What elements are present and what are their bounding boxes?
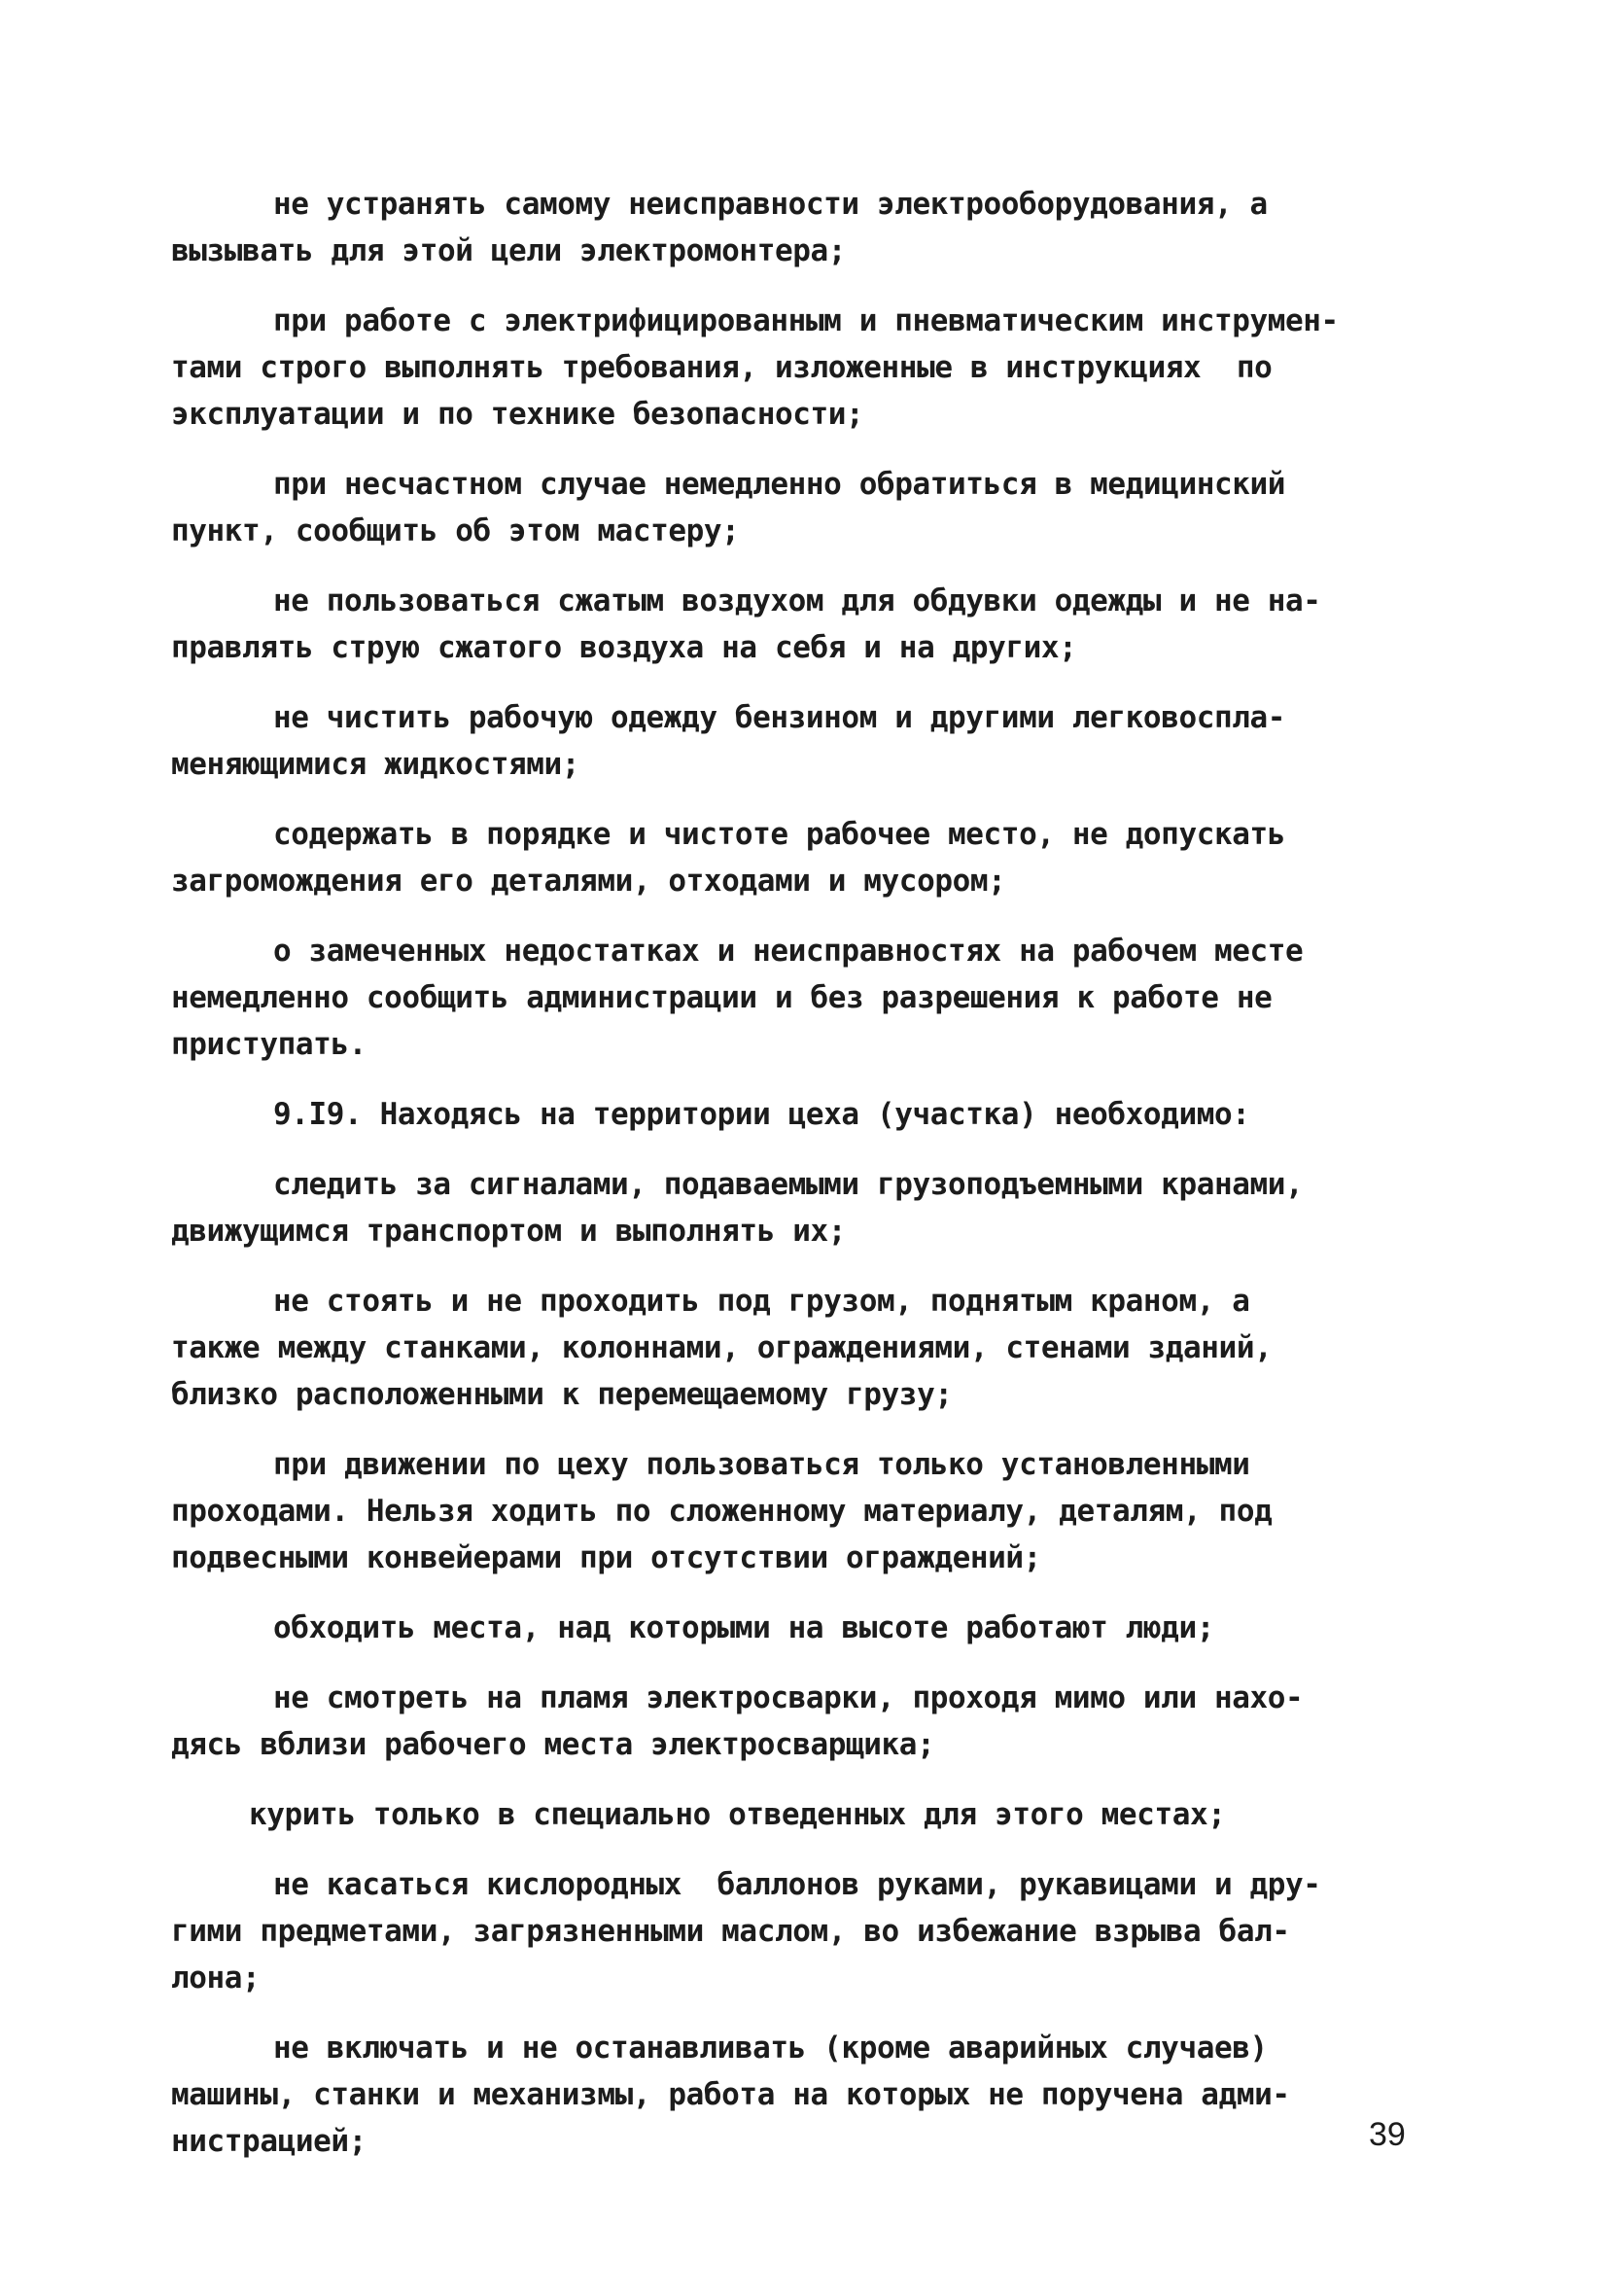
paragraph: [171, 578, 1435, 671]
paragraph: [171, 1278, 1435, 1418]
text-line: дясь вблизи рабочего места электросварщика;: [171, 1727, 935, 1762]
text-line: проходами. Нельзя ходить по сложенному материалу, деталям, под: [171, 1494, 1273, 1529]
paragraph: [171, 1605, 1435, 1651]
paragraph: [171, 1091, 1435, 1138]
text-line: курить только в специально отведенных для этого местах;: [249, 1797, 1226, 1832]
text-line: 9.I9. Находясь на территории цеха (участка) необходимо:: [273, 1097, 1250, 1132]
text-line: не чистить рабочую одежду бензином и другими легковоспла-: [273, 700, 1286, 735]
paragraph: [171, 181, 1435, 274]
paragraph: [171, 928, 1435, 1068]
paragraph: [171, 811, 1435, 904]
text-line: следить за сигналами, подаваемыми грузоподъемными кранами,: [273, 1167, 1304, 1202]
text-line: не пользоваться сжатым воздухом для обдувки одежды и не на-: [273, 583, 1321, 618]
text-line: не устранять самому неисправности электрооборудования, а: [273, 187, 1268, 222]
text-line: немедленно сообщить администрации и без разрешения к работе не: [171, 980, 1273, 1015]
text-line: гими предметами, загрязненными маслом, во избежание взрыва бал-: [171, 1914, 1290, 1949]
paragraph: [171, 694, 1435, 788]
text-line: загромождения его деталями, отходами и мусором;: [171, 864, 1006, 899]
text-line: нистрацией;: [171, 2124, 367, 2159]
text-line: также между станками, колоннами, ограждениями, стенами зданий,: [171, 1330, 1273, 1365]
paragraph: [171, 1675, 1435, 1768]
paragraph: [171, 461, 1435, 554]
paragraph: [171, 298, 1435, 438]
paragraph: [171, 2025, 1435, 2165]
text-line: меняющимися жидкостями;: [171, 747, 580, 782]
text-line: обходить места, над которыми на высоте работают люди;: [273, 1610, 1214, 1645]
text-line: при несчастном случае немедленно обратиться в медицинский: [273, 467, 1286, 502]
text-line: о замеченных недостатках и неисправностях на рабочем месте: [273, 934, 1304, 969]
text-line: тами строго выполнять требования, изложенные в инструкциях по: [171, 350, 1273, 385]
text-line: машины, станки и механизмы, работа на которых не поручена адми-: [171, 2077, 1290, 2112]
text-line: лона;: [171, 1960, 261, 1996]
text-line: содержать в порядке и чистоте рабочее место, не допускать: [273, 817, 1286, 852]
body-text: [171, 181, 1435, 2188]
text-line: подвесными конвейерами при отсутствии ограждений;: [171, 1540, 1041, 1575]
text-line: не включать и не останавливать (кроме аварийных случаев): [273, 2031, 1268, 2066]
text-line: не стоять и не проходить под грузом, поднятым краном, а: [273, 1284, 1250, 1319]
text-line: не смотреть на пламя электросварки, проходя мимо или нахо-: [273, 1680, 1304, 1715]
page-number: 39: [1369, 2116, 1406, 2153]
text-line: приступать.: [171, 1027, 367, 1062]
paragraph: [171, 1861, 1435, 2001]
text-line: пункт, сообщить об этом мастеру;: [171, 513, 740, 548]
text-line: близко расположенными к перемещаемому грузу;: [171, 1377, 953, 1412]
paragraph: [171, 1791, 1435, 1838]
text-line: вызывать для этой цели электромонтера;: [171, 233, 847, 268]
text-line: при работе с электрифицированным и пневматическим инструмен-: [273, 303, 1339, 338]
text-line: эксплуатации и по технике безопасности;: [171, 397, 864, 432]
text-line: не касаться кислородных баллонов руками, рукавицами и дру-: [273, 1867, 1321, 1902]
text-line: движущимся транспортом и выполнять их;: [171, 1214, 847, 1249]
paragraph: [171, 1441, 1435, 1581]
text-line: при движении по цеху пользоваться только установленными: [273, 1447, 1250, 1482]
text-line: правлять струю сжатого воздуха на себя и на других;: [171, 630, 1077, 665]
paragraph: [171, 1161, 1435, 1254]
